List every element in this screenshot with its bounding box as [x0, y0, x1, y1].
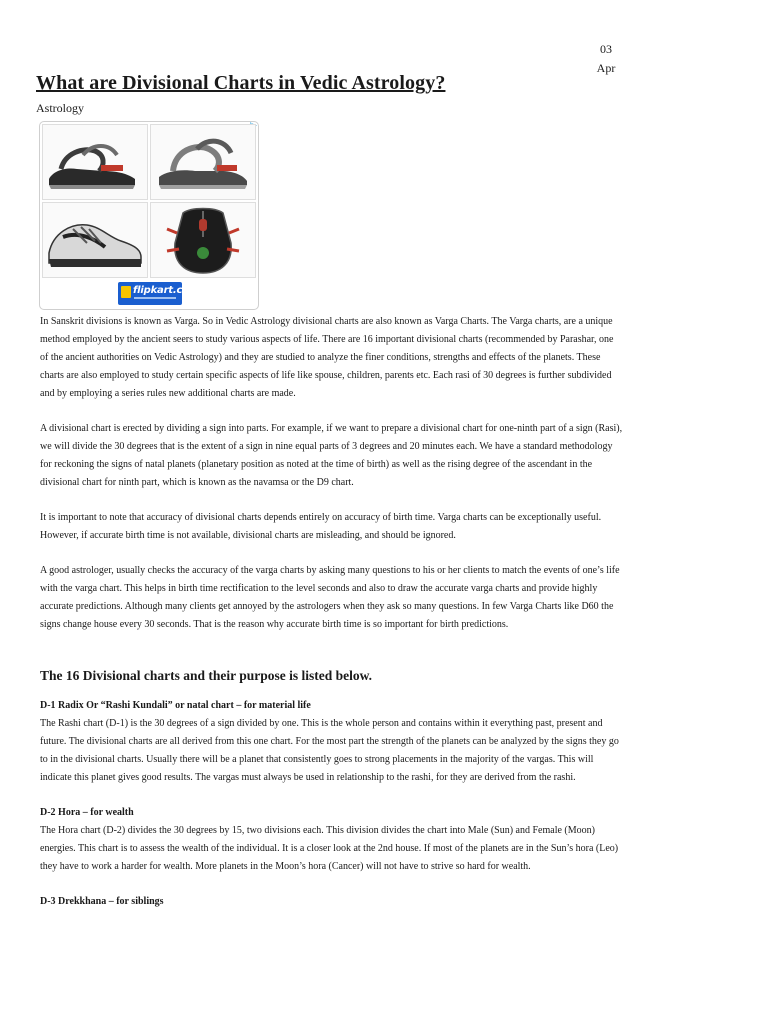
ad-brand: flipkart.com [133, 285, 200, 296]
advertisement[interactable] [39, 121, 259, 310]
sneaker-grey-icon [43, 203, 147, 277]
ad-tile-sandal-grey[interactable] [150, 124, 256, 200]
ad-tile-mouse[interactable] [150, 202, 256, 278]
chart-heading: D-1 Radix Or “Rashi Kundali” or natal chart – for material life [40, 700, 311, 711]
chart-body: The Rashi chart (D-1) is the 30 degrees of a sign divided by one. This is the whole person and contains within it everything past, present and future. The divisional charts are all derived from this one chart. For the most part the strength of the planets can be analyzed by the signs they go to in the divisional charts. Usually there will be a planet that consistently goes to strong placements in the majority of the vargas. This will indicate this planet gives good results. The vargas must always be used in relationship to the rashi, for they are derived from the rashi. [40, 718, 619, 783]
paragraph: A divisional chart is erected by dividing a sign into parts. For example, if we want to prepare a divisional chart for one-ninth part of a sign (Rasi), we will divide the 30 degrees that is the extent of a sign in nine equal parts of 3 degrees and 20 minutes each. We have a standard methodology for reckoning the signs of natal planets (planetary position as noted at the time of birth) as well as the rising degree of the ascendant in the divisional chart for ninth part, which is known as the navamsa or the D9 chart. [40, 423, 623, 488]
paragraph: In Sanskrit divisions is known as Varga. So in Vedic Astrology divisional charts are also known as Varga Charts. The Varga charts, are a unique method employed by the ancient seers to study various aspects of life. There are 16 important divisional charts (recommended by Parashar, one of the ancient authorities on Vedic Astrology) and they are studied to analyze the finer conditions, strengths and effects of the planets. These charts are also employed to study certain specific aspects of life like spouse, children, parents etc. Each rasi of 30 degrees is further subdivided and by employing a series rules new additional charts are made. [40, 316, 614, 399]
post-date [590, 40, 622, 78]
paragraph: It is important to note that accuracy of divisional charts depends entirely on accuracy of birth time. Varga charts can be exceptionally useful. However, if accurate birth time is not available, divisional charts are misleading, and should be ignored. [40, 512, 602, 541]
ad-tile-sneaker[interactable] [42, 202, 148, 278]
sandal-black-icon [43, 125, 147, 199]
chart-heading: D-2 Hora – for wealth [40, 807, 134, 818]
chart-body: The Hora chart (D-2) divides the 30 degrees by 15, two divisions each. This division divides the chart into Male (Sun) and Female (Moon) energies. This chart is to assess the wealth of the individual. It is a closer look at the 2nd house. If most of the planets are in the Sun’s hora (Leo) they have to work a harder for wealth. More planets in the Moon’s hora (Cancer) will not have to strive so hard for wealth. [40, 825, 619, 872]
date-day: 03 [600, 42, 612, 56]
flipkart-tagline [134, 297, 176, 299]
date-month: Apr [596, 61, 616, 75]
chart-heading: D-3 Drekkhana – for siblings [40, 896, 164, 907]
section-heading: The 16 Divisional charts and their purpose is listed below. [40, 668, 373, 683]
article-body [40, 313, 624, 911]
paragraph: A good astrologer, usually checks the accuracy of the varga charts by asking many questions to his or her clients to match the events of one’s life with the varga chart. This helps in birth time rectification to the level seconds and also to draw the accurate varga charts and provide highly accurate predictions. Although many clients get annoyed by the astrologers when they ask so many questions. In few Varga Charts like D60 the signs change house every 30 seconds. That is the reason why accurate birth time is so important for birth predictions. [40, 565, 620, 630]
sandal-grey-icon [151, 125, 255, 199]
gaming-mouse-icon [151, 203, 255, 277]
ad-tile-sandal-black[interactable] [42, 124, 148, 200]
page-title: What are Divisional Charts in Vedic Astrology? [36, 72, 446, 94]
ad-product-grid [42, 124, 256, 278]
flipkart-logo[interactable] [118, 282, 200, 305]
category-link[interactable]: Astrology [36, 101, 84, 115]
flipkart-bag-icon [121, 286, 131, 298]
